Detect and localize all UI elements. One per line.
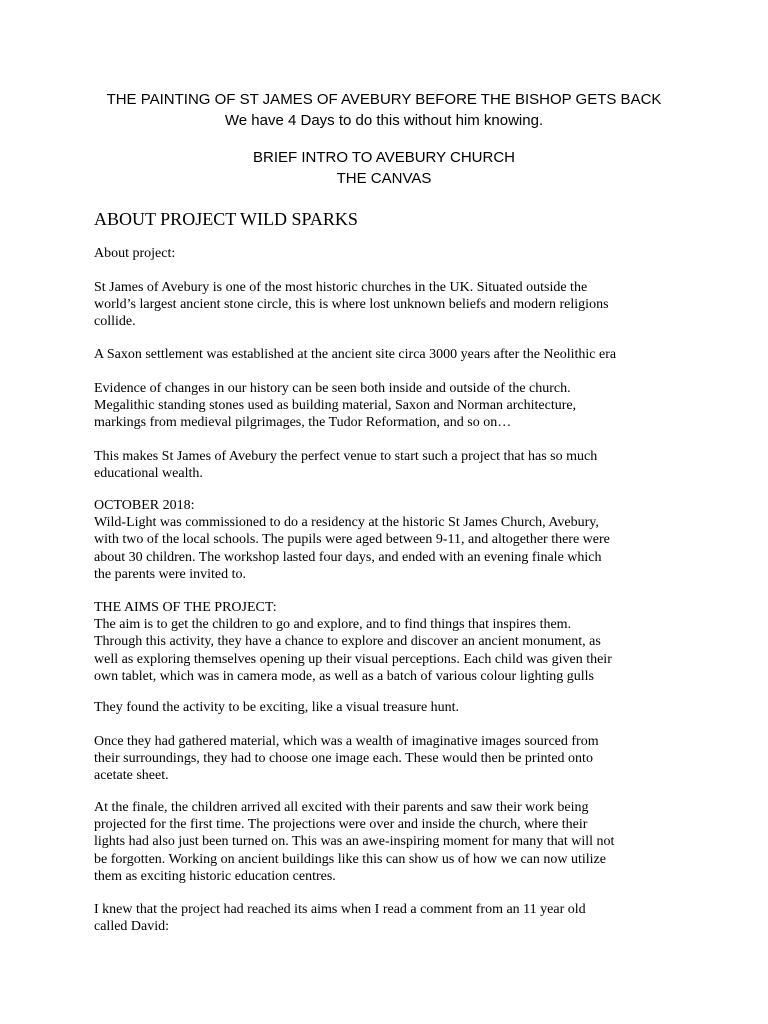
paragraph-treasure-hunt	[94, 699, 679, 716]
paragraph-evidence	[94, 380, 679, 432]
document-header	[0, 89, 768, 131]
canvas-heading: THE CANVAS	[336, 170, 432, 187]
paragraph-line: They found the activity to be exciting, like a visual treasure hunt.	[94, 700, 460, 715]
paragraph-about-project	[94, 245, 679, 262]
paragraph-line: OCTOBER 2018:	[94, 498, 195, 513]
paragraph-line: collide.	[94, 314, 136, 330]
paragraph-line: Evidence of changes in our history can be seen both inside and outside of the church.	[94, 381, 571, 396]
paragraph-line: about 30 children. The workshop lasted four days, and ended with an evening finale which	[94, 549, 602, 565]
paragraph-line: lights had also just been turned on. This was an awe-inspiring moment for many that will not	[94, 834, 615, 850]
paragraph-line: Once they had gathered material, which was a wealth of imaginative images sourced from	[94, 734, 599, 749]
paragraph-line: St James of Avebury is one of the most historic churches in the UK. Situated outside the	[94, 280, 588, 295]
paragraph-line: their surroundings, they had to choose one image each. These would then be printed onto	[94, 751, 593, 767]
paragraph-saxon-settlement	[94, 346, 679, 363]
intro-headings	[0, 147, 768, 189]
section-heading: ABOUT PROJECT WILD SPARKS	[94, 209, 358, 229]
paragraph-line: be forgotten. Working on ancient buildings like this can show us of how we can now utilize	[94, 851, 606, 867]
paragraph-line: markings from medieval pilgrimages, the Tudor Reformation, and so on…	[94, 415, 512, 431]
paragraph-line: A Saxon settlement was established at the ancient site circa 3000 years after the Neolithic era	[94, 347, 617, 362]
paragraph-gathered-material	[94, 733, 679, 785]
paragraph-line: Wild-Light was commissioned to do a residency at the historic St James Church, Avebury,	[94, 515, 599, 531]
paragraph-line: with two of the local schools. The pupils were aged between 9-11, and altogether there were	[94, 532, 610, 548]
paragraph-line: The aim is to get the children to go and explore, and to find things that inspires them.	[94, 617, 572, 633]
paragraph-line: Through this activity, they have a chance to explore and discover an ancient monument, as	[94, 634, 601, 650]
paragraph-line: called David:	[94, 919, 170, 935]
intro-heading: BRIEF INTRO TO AVEBURY CHURCH	[253, 149, 515, 166]
paragraph-line: acetate sheet.	[94, 768, 169, 784]
paragraph-line: projected for the first time. The projections were over and inside the church, where their	[94, 817, 588, 833]
paragraph-line: I knew that the project had reached its aims when I read a comment from an 11 year old	[94, 902, 586, 917]
paragraph-line: them as exciting historic education centres.	[94, 868, 336, 884]
paragraph-aims	[94, 599, 679, 685]
paragraph-line: well as exploring themselves opening up their visual perceptions. Each child was given their	[94, 651, 612, 667]
paragraph-perfect-venue	[94, 448, 679, 482]
paragraph-church-history	[94, 279, 679, 331]
paragraph-finale	[94, 799, 679, 885]
paragraph-line: THE AIMS OF THE PROJECT:	[94, 600, 277, 615]
paragraph-line: own tablet, which was in camera mode, as well as a batch of various colour lighting gulls	[94, 668, 594, 684]
paragraph-line: the parents were invited to.	[94, 566, 247, 582]
paragraph-october-2018	[94, 497, 679, 583]
paragraph-line: Megalithic standing stones used as building material, Saxon and Norman architecture,	[94, 398, 577, 414]
paragraph-line: About project:	[94, 246, 176, 261]
paragraph-line: This makes St James of Avebury the perfect venue to start such a project that has so much	[94, 449, 598, 464]
document-subtitle: We have 4 Days to do this without him knowing.	[224, 112, 544, 129]
document-title: THE PAINTING OF ST JAMES OF AVEBURY BEFORE THE BISHOP GETS BACK	[106, 91, 662, 108]
paragraph-line: At the finale, the children arrived all excited with their parents and saw their work being	[94, 800, 589, 815]
paragraph-line: educational wealth.	[94, 466, 203, 482]
paragraph-line: world’s largest ancient stone circle, this is where lost unknown beliefs and modern religions	[94, 297, 609, 313]
paragraph-david-comment	[94, 901, 679, 935]
